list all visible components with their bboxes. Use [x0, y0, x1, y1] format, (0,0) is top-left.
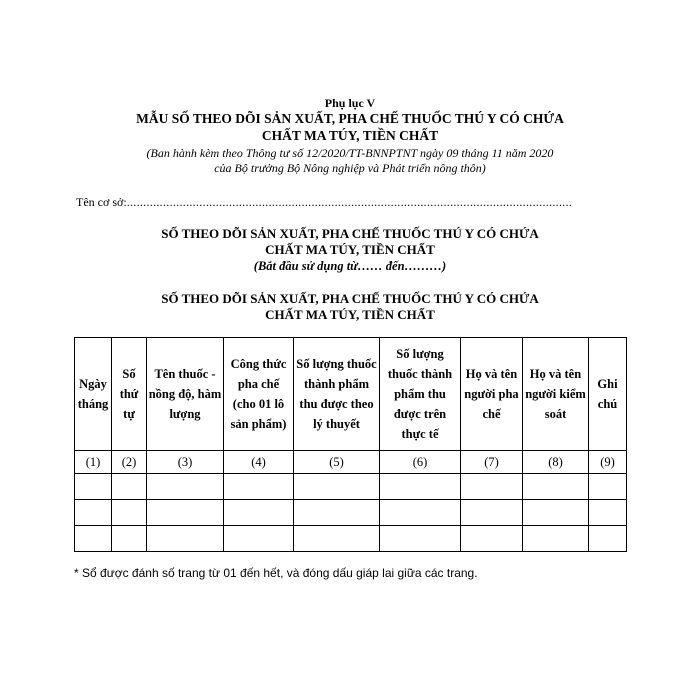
- table-title-line-1: SỐ THEO DÕI SẢN XUẤT, PHA CHẾ THUỐC THÚ Y CÓ CHỨA: [161, 291, 539, 306]
- header-notes: Ghi chú: [589, 338, 627, 451]
- header-drug-name: Tên thuốc - nồng độ, hàm lượng: [147, 338, 224, 451]
- column-number: (1): [75, 451, 112, 474]
- table-cell: [224, 500, 294, 526]
- book-title-line-1: SỐ THEO DÕI SẢN XUẤT, PHA CHẾ THUỐC THÚ Y CÓ CHỨA: [161, 226, 539, 241]
- table-cell: [112, 474, 147, 500]
- table-cell: [461, 526, 523, 552]
- header-date: Ngày tháng: [75, 338, 112, 451]
- column-number: (4): [224, 451, 294, 474]
- table-cell: [523, 526, 589, 552]
- book-usage-period: (Bắt đầu sử dụng từ…… đến………): [253, 259, 447, 273]
- column-number-row: [75, 451, 627, 474]
- table-cell: [589, 474, 627, 500]
- table-cell: [380, 474, 461, 500]
- table-header-row: [75, 338, 627, 451]
- issuance-note-line-2: của Bộ trưởng Bộ Nông nghiệp và Phát triển nông thôn): [214, 161, 486, 175]
- column-number: (9): [589, 451, 627, 474]
- table-cell: [112, 526, 147, 552]
- table-row: [75, 526, 627, 552]
- form-title-line-1: MẪU SỐ THEO DÕI SẢN XUẤT, PHA CHẾ THUỐC THÚ Y CÓ CHỨA: [136, 111, 564, 126]
- column-number: (8): [523, 451, 589, 474]
- table-cell: [523, 500, 589, 526]
- table-cell: [147, 526, 224, 552]
- facility-name-label: Tên cơ sở:: [76, 195, 127, 209]
- column-number: (6): [380, 451, 461, 474]
- table-cell: [294, 474, 380, 500]
- table-cell: [589, 500, 627, 526]
- book-title-line-2: CHẤT MA TÚY, TIỀN CHẤT: [265, 242, 435, 257]
- table-cell: [224, 526, 294, 552]
- table-cell: [112, 500, 147, 526]
- table-cell: [523, 474, 589, 500]
- facility-name-line: [76, 195, 624, 210]
- table-cell: [461, 500, 523, 526]
- table-cell: [75, 474, 112, 500]
- column-number: (2): [112, 451, 147, 474]
- table-cell: [75, 526, 112, 552]
- table-cell: [147, 500, 224, 526]
- column-number: (5): [294, 451, 380, 474]
- column-number: (3): [147, 451, 224, 474]
- table-cell: [461, 474, 523, 500]
- table-row: [75, 500, 627, 526]
- record-table: [74, 337, 627, 552]
- form-title-line-2: CHẤT MA TÚY, TIỀN CHẤT: [261, 128, 439, 143]
- appendix-label: Phụ lục V: [324, 96, 376, 110]
- header-compounder-name: Họ và tên người pha chế: [461, 338, 523, 451]
- header-controller-name: Họ và tên người kiểm soát: [523, 338, 589, 451]
- table-cell: [380, 500, 461, 526]
- table-cell: [224, 474, 294, 500]
- table-cell: [147, 474, 224, 500]
- header-formula: Công thức pha chế (cho 01 lô sản phẩm): [224, 338, 294, 451]
- header-theoretical-quantity: Số lượng thuốc thành phẩm thu được theo lý thuyết: [294, 338, 380, 451]
- table-title-line-2: CHẤT MA TÚY, TIỀN CHẤT: [265, 307, 435, 322]
- issuance-note-line-1: (Ban hành kèm theo Thông tư số 12/2020/TT-BNNPTNT ngày 09 tháng 11 năm 2020: [146, 146, 554, 160]
- table-cell: [294, 526, 380, 552]
- header-actual-quantity: Số lượng thuốc thành phẩm thu được trên thực tế: [380, 338, 461, 451]
- table-cell: [380, 526, 461, 552]
- facility-name-blank: .......................................................................................................................................: [126, 195, 573, 209]
- table-row: [75, 474, 627, 500]
- table-cell: [75, 500, 112, 526]
- column-number: (7): [461, 451, 523, 474]
- header-serial-number: Số thứ tự: [112, 338, 147, 451]
- footnote: * Sổ được đánh số trang từ 01 đến hết, và đóng dấu giáp lai giữa các trang.: [74, 566, 478, 580]
- table-cell: [294, 500, 380, 526]
- table-cell: [589, 526, 627, 552]
